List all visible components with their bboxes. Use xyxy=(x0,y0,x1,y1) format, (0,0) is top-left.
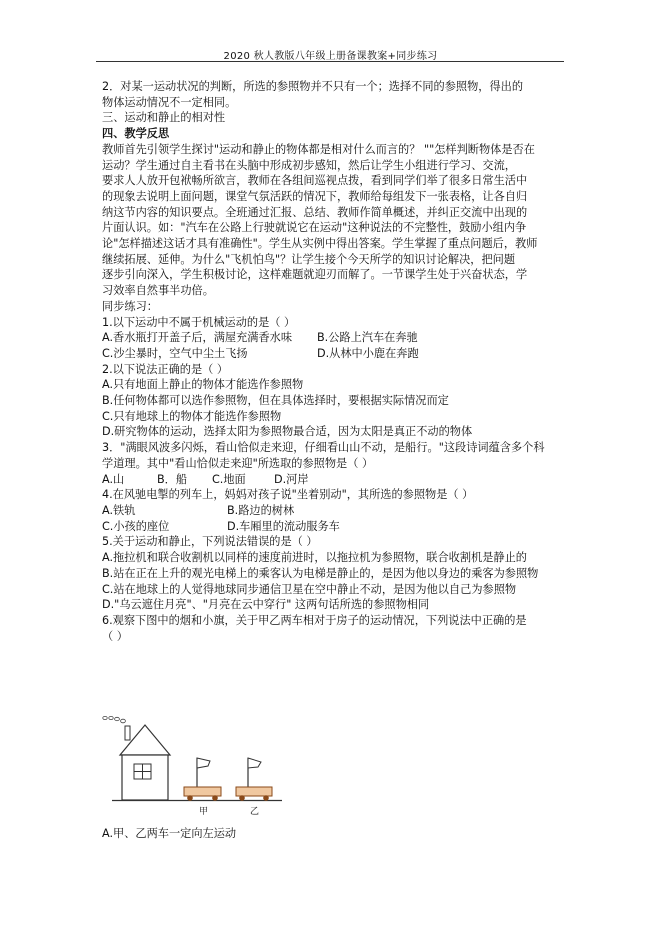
house-and-carts-figure xyxy=(102,712,282,822)
cart-yi-label: 乙 xyxy=(250,807,260,817)
option-a: A.香水瓶打开盖子后，满屋充满香水味 xyxy=(102,331,293,345)
option-b: B.站在正在上升的观光电梯上的乘客认为电梯是静止的，是因为他以身边的乘客为参照物 xyxy=(102,566,539,580)
question-1-stem: 1.以下运动中不属于机械运动的是（ ） xyxy=(102,315,296,329)
question-4-options-row2 xyxy=(102,519,564,535)
figure-svg xyxy=(102,712,282,822)
reflection-line: 继续拓展、延伸。为什么"飞机怕鸟"？让学生接个今天所学的知识讨论解决，把问题 xyxy=(102,252,516,266)
reflection-line: 的现象去说明上面问题，课堂气氛活跃的情况下，教师给每组发下一张表格，让各自归 xyxy=(102,189,528,203)
option-d: D.从林中小鹿在奔跑 xyxy=(317,346,419,360)
section-3-heading: 三、运动和静止的相对性 xyxy=(102,111,226,125)
practice-title: 同步练习： xyxy=(102,299,158,313)
option-b: B.路边的树林 xyxy=(227,503,295,517)
question-1-options-row1 xyxy=(102,330,564,346)
reflection-line: 运动？学生通过自主看书在头脑中形成初步感知，然后让学生小组进行学习、交流， xyxy=(102,158,516,172)
option-c: C.沙尘暴时，空气中尘土飞扬 xyxy=(102,346,248,360)
reflection-paragraph xyxy=(102,142,564,299)
question-6-line1: 6.观察下图中的烟和小旗，关于甲乙两车相对于房子的运动情况，下列说法中正确的是 xyxy=(102,613,527,627)
question-3-options xyxy=(102,472,564,488)
page-header: 2020 秋人教版八年级上册备课教案+同步练习 xyxy=(223,51,438,62)
option-c: C.只有地球上的物体才能选作参照物 xyxy=(102,409,282,423)
reflection-line: 逐步引向深入，学生积极讨论，这样难题就迎刃而解了。一节课学生处于兴奋状态，学 xyxy=(102,268,528,282)
question-4-stem: 4.在风驰电掣的列车上，妈妈对孩子说"坐着别动"，其所选的参照物是（ ） xyxy=(102,488,474,502)
reflection-line: 要求人人放开包袱畅所欲言，教师在各组间巡视点拨，看到同学们举了很多日常生活中 xyxy=(102,174,528,188)
question-1-options-row2 xyxy=(102,346,564,362)
option-d: D.研究物体的运动，选择太阳为参照物最合适，因为太阳是真正不动的物体 xyxy=(102,425,473,439)
cart-yi-icon xyxy=(236,758,272,801)
question-5-stem: 5.关于运动和静止，下列说法错误的是（ ） xyxy=(102,535,318,549)
question-2-stem: 2.以下说法正确的是（ ） xyxy=(102,362,229,376)
option-d: D.河岸 xyxy=(274,472,309,486)
reflection-line: 片面认识。如："汽车在公路上行驶就说它在运动"这种说法的不完整性，鼓励小组内争 xyxy=(102,221,527,235)
option-c: C.小孩的座位 xyxy=(102,519,170,533)
option-d: D.车厢里的流动服务车 xyxy=(227,519,340,533)
option-b: B.任何物体都可以选作参照物，但在具体选择时，要根据实际情况而定 xyxy=(102,394,449,408)
question-6-option-a: A.甲、乙两车一定向左运动 xyxy=(102,827,237,840)
reflection-line: 论"怎样描述这话才具有准确性"。学生从实例中得出答案。学生掌握了重点问题后，教师 xyxy=(102,237,538,251)
reflection-line: 习效率自然事半功倍。 xyxy=(102,284,214,298)
question-3-line1: 3．"满眼风波多闪烁，看山恰似走来迎，仔细看山山不动，是船行。"这段诗词蕴含多个科 xyxy=(102,441,545,455)
header-rule xyxy=(96,61,564,62)
option-c: C.站在地球上的人觉得地球同步通信卫星在空中静止不动，是因为他以自己为参照物 xyxy=(102,582,517,596)
question-6-line2: （ ） xyxy=(102,629,128,643)
question-3-line2: 学道理。其中"看山恰似走来迎"所选取的参照物是（ ） xyxy=(102,456,374,470)
option-c: C.地面 xyxy=(212,472,246,486)
item2-line1: 2．对某一运动状况的判断，所选的参照物并不只有一个；选择不同的参照物，得出的 xyxy=(102,80,524,93)
option-a: A.山 xyxy=(102,472,125,486)
option-a: A.铁轨 xyxy=(102,503,136,517)
option-a: A.只有地面上静止的物体才能选作参照物 xyxy=(102,378,304,392)
cart-jia-icon xyxy=(184,758,221,801)
section-4-heading: 四、教学反思 xyxy=(102,127,170,141)
reflection-line: 教师首先引领学生探讨"运动和静止的物体都是相对什么而言的？ ""怎样判断物体是否在 xyxy=(102,142,535,156)
option-b: B.公路上汽车在奔驰 xyxy=(317,331,418,345)
window-icon xyxy=(134,764,151,779)
option-d: D."乌云遮住月亮"、"月亮在云中穿行" 这两句话所选的参照物相同 xyxy=(102,598,430,612)
item2-line2: 物体运动情况不一定相同。 xyxy=(102,95,237,109)
chimney-icon xyxy=(125,726,130,740)
document-body xyxy=(102,79,564,644)
option-b: B．船 xyxy=(157,472,188,486)
reflection-line: 纳这节内容的知识要点。全班通过汇报、总结、教师作简单概述，并纠正交流中出现的 xyxy=(102,205,528,219)
option-a: A.拖拉机和联合收割机以同样的速度前进时，以拖拉机为参照物，联合收割机是静止的 xyxy=(102,551,527,565)
cart-jia-label: 甲 xyxy=(199,807,209,817)
question-4-options-row1 xyxy=(102,503,564,519)
smoke-icon xyxy=(103,716,126,722)
